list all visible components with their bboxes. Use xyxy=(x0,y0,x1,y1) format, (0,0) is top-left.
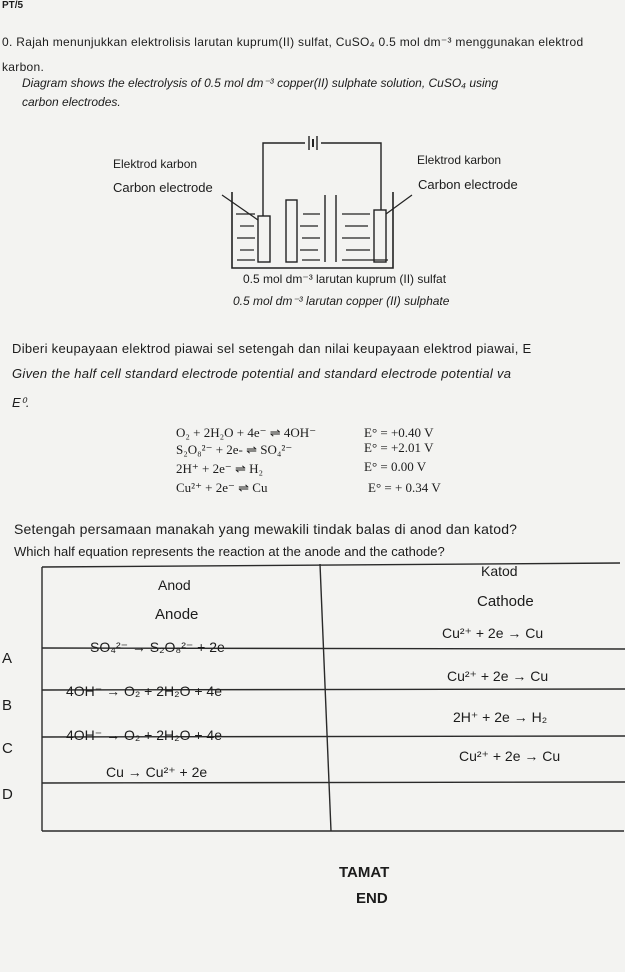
option-a-label[interactable]: A xyxy=(2,650,13,667)
question-number: 0. xyxy=(2,35,13,49)
half-equation-3-value: E° = 0.00 V xyxy=(364,459,427,474)
half-equation-4-value: E° = + 0.34 V xyxy=(368,480,441,495)
left-electrode-label-ms: Elektrod karbon xyxy=(113,157,198,171)
option-b-label[interactable]: B xyxy=(2,697,13,714)
cathode-header-ms: Katod xyxy=(481,563,518,579)
question2-text-en: Which half equation represents the reaction at the anode and the cathode? xyxy=(14,544,445,559)
half-equation-4: Cu²⁺ + 2e⁻ ⇌ Cu xyxy=(176,480,268,495)
question-ms-text: Rajah menunjukkan elektrolisis larutan kuprum(II) sulfat, CuSO₄ 0.5 mol dm⁻³ menggunakan elektrod karbon. xyxy=(2,35,584,74)
anode-header-en: Anode xyxy=(155,606,199,623)
solution-label-en: 0.5 mol dm⁻³ larutan copper (II) sulphate xyxy=(233,294,450,308)
option-d-anode: Cu → Cu²⁺ + 2e xyxy=(106,764,208,780)
given-text-en: Given the half cell standard electrode potential and standard electrode potential va xyxy=(12,366,512,381)
question-en-line-1: Diagram shows the electrolysis of 0.5 mol dm⁻³ copper(II) sulphate solution, CuSO₄ using xyxy=(22,76,499,90)
option-b-anode: 4OH⁻ → O₂ + 2H₂O + 4e xyxy=(66,683,222,699)
option-c-cathode: 2H⁺ + 2e → H₂ xyxy=(453,709,548,725)
half-equation-2: S₂O₈²⁻ + 2e- ⇌ SO₄²⁻ xyxy=(176,442,293,457)
left-electrode xyxy=(258,216,270,262)
half-equation-2-value: E° = +2.01 V xyxy=(364,440,434,455)
half-equation-1-value: E° = +0.40 V xyxy=(364,425,434,440)
question2-text-ms: Setengah persamaan manakah yang mewakili tindak balas di anod dan katod? xyxy=(14,521,518,537)
option-a-cathode: Cu²⁺ + 2e → Cu xyxy=(442,625,544,641)
circuit-wire xyxy=(263,143,305,218)
right-label-line xyxy=(386,195,412,214)
anode-header-ms: Anod xyxy=(158,577,191,593)
right-electrode-label-en: Carbon electrode xyxy=(418,177,518,192)
end-label: END xyxy=(356,890,388,907)
page-header: PT/5 xyxy=(2,0,24,11)
option-d-label[interactable]: D xyxy=(2,786,13,803)
half-equation-1: O₂ + 2H₂O + 4e⁻ ⇌ 4OH⁻ xyxy=(176,425,317,440)
half-equation-3: 2H⁺ + 2e⁻ ⇌ H₂ xyxy=(176,461,264,476)
given-text-ms: Diberi keupayaan elektrod piawai sel setengah dan nilai keupayaan elektrod piawai, E xyxy=(12,341,532,356)
solution-label-ms: 0.5 mol dm⁻³ larutan kuprum (II) sulfat xyxy=(243,272,447,286)
option-d-cathode: Cu²⁺ + 2e → Cu xyxy=(459,748,561,764)
option-b-cathode: Cu²⁺ + 2e → Cu xyxy=(447,668,549,684)
right-electrode xyxy=(374,210,386,262)
option-a-anode: SO₄²⁻ → S₂O₈²⁻ + 2e xyxy=(90,639,225,655)
option-c-anode: 4OH⁻ → O₂ + 2H₂O + 4e xyxy=(66,727,222,743)
left-label-line xyxy=(222,195,258,220)
e-zero-symbol: E⁰. xyxy=(12,395,30,410)
cathode-header-en: Cathode xyxy=(477,593,534,610)
right-electrode-label-ms: Elektrod karbon xyxy=(417,153,502,167)
question-en-line-2: carbon electrodes. xyxy=(22,95,121,109)
option-c-label[interactable]: C xyxy=(2,740,13,757)
tamat-label: TAMAT xyxy=(339,864,390,881)
beaker xyxy=(232,192,393,268)
tube xyxy=(286,200,297,262)
circuit-wire-right xyxy=(321,143,381,214)
left-electrode-label-en: Carbon electrode xyxy=(113,180,213,195)
